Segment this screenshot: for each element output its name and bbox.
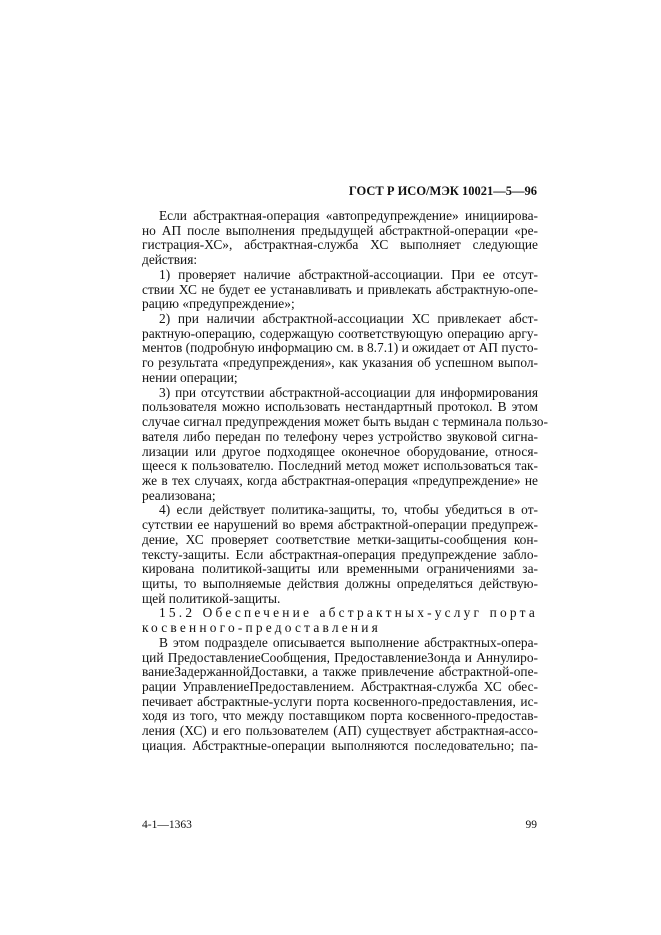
text-line: циация. Абстрактные-операции выполняются последовательно; па- xyxy=(142,737,538,753)
text-line: гистрация-ХС», абстрактная-служба ХС выполняет следующие xyxy=(142,237,538,253)
text-line: вателя либо передан по телефону через устройство звуковой сигна- xyxy=(142,428,538,444)
text-line: печивает абстрактные-услуги порта косвенного-предоставления, ис- xyxy=(142,693,538,709)
text-line: ваниеЗадержаннойДоставки, а также привлечение абстрактной-опе- xyxy=(142,664,538,680)
footer-code: 4-1—1363 xyxy=(142,819,192,831)
document-body xyxy=(142,208,548,754)
text-line: же в тех случаях, когда абстрактная-операция «предупреждение» не xyxy=(142,472,538,488)
text-line: 3) при отсутствии абстрактной-ассоциации для информирования xyxy=(159,384,538,400)
text-line: ходя из того, что между поставщиком порта косвенного-предостав- xyxy=(142,708,538,724)
text-line: ций ПредоставлениеСообщения, ПредоставлениеЗонда и Аннулиро- xyxy=(142,649,538,665)
text-line: 1) проверяет наличие абстрактной-ассоциации. При ее отсут- xyxy=(159,266,538,282)
text-line: пользователя можно использовать нестандартный протокол. В этом xyxy=(142,399,538,415)
text-line: сутствии ее нарушений во время абстрактной-операции предупреж- xyxy=(142,517,538,533)
document-header: ГОСТ Р ИСО/МЭК 10021—5—96 xyxy=(348,184,537,198)
text-line: рации УправлениеПредоставлением. Абстрактная-служба ХС обес- xyxy=(142,679,538,694)
text-line: тексту-защиты. Если абстрактная-операция предупреждение забло- xyxy=(142,546,538,562)
text-line: ления (ХС) и его пользователем (АП) существует абстрактная-ассо- xyxy=(142,723,538,739)
text-line: 2) при наличии абстрактной-ассоциации ХС привлекает абст- xyxy=(159,311,538,327)
text-line: В этом подразделе описывается выполнение абстрактных-опера- xyxy=(159,634,538,650)
section-heading-line: 15.2 Обеспечение абстрактных-услуг порта xyxy=(159,605,538,621)
text-line: но АП после выполнения предыдущей абстрактной-операции «ре- xyxy=(142,222,538,238)
text-line: рацию «предупреждение»; xyxy=(142,296,295,312)
text-line: Если абстрактная-операция «автопредупреждение» инициирова- xyxy=(159,208,538,223)
page-number: 99 xyxy=(525,819,537,831)
text-line: ментов (подробную информацию см. в 8.7.1) и ожидает от АП пусто- xyxy=(142,340,538,356)
text-line: нении операции; xyxy=(142,369,238,385)
text-line: 4) если действует политика-защиты, то, чтобы убедиться в от- xyxy=(159,502,538,518)
text-line: ствии ХС не будет ее устанавливать и привлекать абстрактную-опе- xyxy=(142,281,538,297)
text-line: щиты, то выполняемые действия должны определяться действую- xyxy=(142,575,538,591)
text-line: рактную-операцию, содержащую соответствующую операцию аргу- xyxy=(142,325,538,341)
text-line: реализована; xyxy=(142,487,216,503)
text-line: действия: xyxy=(142,252,198,268)
text-line: лизации или другое подходящее оконечное оборудование, относя- xyxy=(142,443,538,459)
text-line: дение, ХС проверяет соответствие метки-защиты-сообщения кон- xyxy=(142,531,538,547)
text-line: щееся к пользователю. Последний метод может использоваться так- xyxy=(142,458,538,474)
section-heading-line: косвенного-предоставления xyxy=(142,620,381,636)
text-line: кирована политикой-защиты или временными ограничениями за- xyxy=(142,561,538,577)
text-line: щей политикой-защиты. xyxy=(142,590,281,606)
text-line: го результата «предупреждения», как указания об успешном выпол- xyxy=(142,355,538,371)
text-line: случае сигнал предупреждения может быть выдан с терминала пользо- xyxy=(142,414,548,430)
